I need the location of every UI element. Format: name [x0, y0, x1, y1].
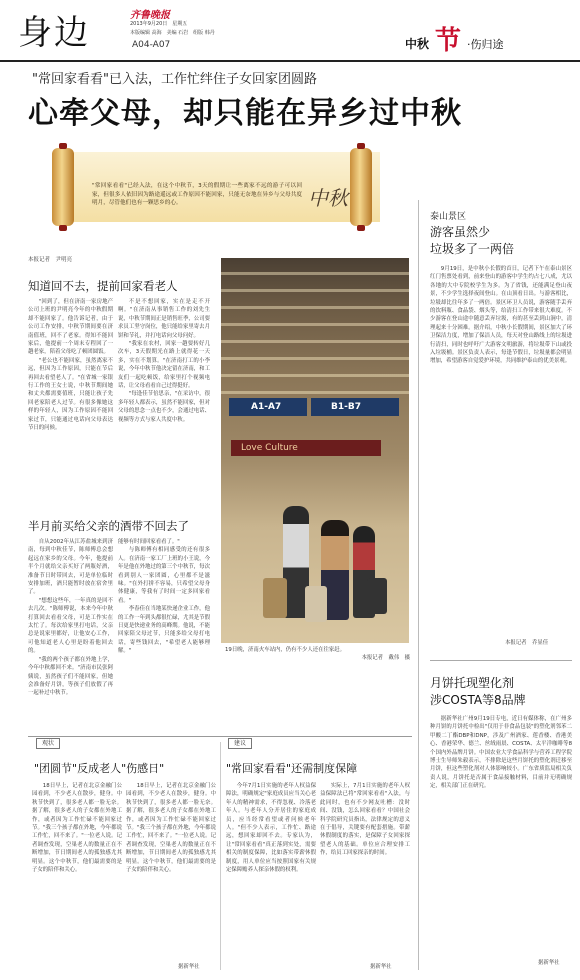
ceiling-lights: [221, 258, 409, 398]
col-left-body: 18日早上，记者在北京金融门公园看到，不少老人在散步，健身。中秋节快到了，很多老人都一脸无奈。据了解，很多老人的子女都在外地工作，或者因为工作忙碌不能回家过节。"我三个孩子都在外地，今年都说工作忙，回不来了。"一位老人说。记者调查发现，空巢老人的数量正在不断增加，节日期间老人的孤独感尤其明显。这个中秋节，他们最需要的是子女的陪伴和关心。: [32, 783, 122, 874]
main-col1: [28, 298, 113, 496]
col-mid-title: "常回家看看"还需制度保障: [226, 762, 358, 775]
col-left-source: 据新华社: [178, 964, 200, 970]
main-col-b1: [28, 538, 113, 753]
main-col2-p1: 不是不想回家，实在是走不开啊。"在济南从事销售工作的刘先生说，中秋节期间正是销售旺季，公司要求员工坚守岗位，他只能给家里寄去月饼和节礼，并打电话向父母问好。: [118, 299, 210, 339]
scroll-rod-right: [350, 148, 372, 226]
holiday-char: 节: [435, 26, 462, 56]
main-byline: 本报记者 尹明亮: [28, 257, 73, 263]
main-subhead-2: 半月前买给父亲的酒带不回去了: [28, 519, 189, 533]
main-col2: [118, 298, 210, 496]
holiday-prefix: 中秋: [405, 37, 430, 51]
sign-left: A1-A7: [229, 398, 307, 416]
columns-top-rule: [28, 736, 412, 737]
main-col-b2-p1: 能够有时间回家看看了。": [118, 539, 180, 545]
sidebar-top-title: 游客虽然少 垃圾多了一两倍: [430, 225, 515, 256]
lead-headline: 心牵父母，却只能在异乡过中秋: [28, 96, 462, 131]
col-left-title: "团圆节"反成老人"伤感日": [34, 762, 165, 775]
lead-kicker: "常回家看看"已入法，工作忙绊住子女回家团圆路: [32, 72, 317, 87]
col-left-body-2: 18日早上，记者在北京金融门公园看到，不少老人在散步，健身。中秋节快到了，很多老人都一脸无奈。据了解，很多老人的子女都在外地工作，或者因为工作忙碌不能回家过节。"我三个孩子都在外地，今年都说工作忙，回不来了。"一位老人说。记者调查发现，空巢老人的数量正在不断增加，节日期间老人的孤独感尤其明显。这个中秋节，他们最需要的是子女的陪伴和关心。: [126, 783, 216, 874]
section-title: 身边: [18, 13, 90, 53]
sidebar-divider: [430, 660, 572, 661]
photo-caption: [225, 646, 410, 662]
header-rule: [0, 60, 580, 62]
main-subhead-1: 知道回不去，提前回家看老人: [28, 279, 178, 293]
main-col-b1-p2: "想想这些年，一年真的是回不去几次。"陈师傅说，本来今年中秋打算回去看看父母，可是工作实在太忙了。每次给家里打电话，父亲总是说家里都好，让他安心工作，可他知道老人心里是盼着他回去的。: [28, 597, 113, 655]
vertical-rule-1: [418, 200, 419, 970]
col-right-body: 实际上，7月1日实施的老年人权益保障法已将"常回家看看"入法，与此同时，也有不少网友吐槽：没时间、没钱，怎么回家看看？中国社会科学院研究员指出，法律规定的意义在于倡导，关键要有配套措施。带薪休假制度的落实，是保障子女回家探望老人的基础。单位应合理安排工作，给员工回家探亲的时间。: [320, 783, 410, 857]
photo-caption-text: 19日晚，济南火车站内，仍有不少人还在往家赶。: [225, 647, 346, 653]
sign-right: B1-B7: [311, 398, 399, 416]
scroll-banner: [60, 152, 380, 222]
luggage-2: [305, 586, 327, 622]
main-col-b2-p3: 李春佳在当地某快递企业工作，他的工作一年到头都很忙碌，尤其是节假日更是快递业务的高峰期。他说，不能回家陪父母过节，只能多给父母打电话，寄些钱回去，"希望老人能够理解。": [118, 606, 210, 655]
editor-line: 本版编辑 高海 美编 石岩 组版 韩丹: [130, 30, 215, 36]
main-col-b1-p1: 自从2002年从江苏盐城来到济南，每到中秋佳节，陈师傅总会想起远在家乡的父母。今年，他提前半个月就给父亲买好了两瓶好酒，准备节日时带回去，可是单位临时安排加班，酒只能暂时放在宿舍里了。: [28, 539, 113, 596]
vertical-rule-2: [220, 742, 221, 970]
holiday-suffix: ·伤归途: [467, 38, 504, 51]
col-mid-body: 今年7月1日实施的老年人权益保障法，明确规定"家庭成员应当关心老年人的精神需求，不得忽视、冷落老年人。与老年人分开居住的家庭成员，应当经常看望或者问候老年人。"但不少人表示，工作忙、路途远，想回家却回不去。专家认为，让"常回家看看"真正落到实处，需要相关的制度保障，比如落实带薪休假制度，用人单位应当按照国家有关规定保障赡养人探亲休假的权利。: [226, 783, 316, 874]
sidebar-bottom-source: 据新华社: [538, 960, 560, 966]
holiday-badge: [405, 18, 575, 58]
col-mid-label: 建议: [228, 738, 252, 749]
date-line: 2013年9月20日 星期五: [130, 21, 188, 27]
main-col-b1-p3: "我的两个孩子都在外地上学，今年中秋都回不来。"济南市民张阿姨说，虽然孩子们不能回家，但她会准备好月饼，等孩子们放假了再一起补过中秋节。: [28, 656, 113, 697]
main-col2-p3: "每逢佳节倍思亲，"在采访中，很多年轻人都表示，虽然不能回家，但对父母的思念一点也不少，会通过电话、视频等方式与家人共度中秋。: [118, 391, 210, 423]
main-col2-p2: "我家在农村，回家一趟要转好几次车，3天假期光在路上就得花一天多，实在不划算。"在济南打工的小李说，今年中秋节他决定留在济南，和工友们一起吃顿饭，给家里打个视频电话，让父母看看自己过得挺好。: [118, 341, 210, 390]
scroll-text: "常回家看看"已经入法，在这个中秋节，3天的假期让一些离家不远的游子可以回家，但很多人依旧因为路途遥远或工作原因不能回家，只能无奈地在异乡与父母共度明月，尽管他们也有一颗思乡的心。: [92, 183, 302, 207]
sidebar-bottom-body: 据新华社广州9月19日专电，近日有媒体称，在广州多种月饼的月饼托中检出"仅用于非食品包装"的塑化剂邻苯二甲酸二丁酯DBP和DNP，涉及广州酒家、莲香楼、香港美心、香港荣华、德兰、丝绒雨晨、COSTA、太平洋咖啡等8个国内外品牌月饼。中国农业大学食品科学与营养工程学院博士生导师朱毅表示，不排除是这些月饼托的塑化剂迁移至月饼，但这些塑化剂对人体影响较小。广东省质监局相关负责人说，月饼托是否属于食品接触材料，目前并无明确规定，相关部门正在研究。: [430, 716, 572, 790]
station-photo: [221, 258, 409, 643]
main-col1-p1: "回到了，但在济南一家房地产公司上班的尹明亮今年的中秋假期却不能回家了。他告诉记者，由于公司工作安排，中秋节期间要在济南值班，回不了老家。得知不能回家后，他提前一个周末专程回了一趟老家，陪着父母吃了顿团圆饭。: [28, 299, 113, 356]
page-range: A04-A07: [132, 40, 171, 50]
paper-name-logo: 齐鲁晚报: [130, 10, 170, 21]
col-left-label: 观状: [36, 738, 60, 749]
scroll-rod-left: [52, 148, 74, 226]
sign-red: Love Culture: [231, 440, 381, 456]
main-col-b2-p2: 与陈师傅有相同感受的还有很多人。在济南一家工厂上班的小王说，今年是他在外地过的第三个中秋节，每次看到别人一家团圆，心里都不是滋味。"在外打拼不容易，只希望父母身体健康，等我有了时间一定多回家看看。": [118, 547, 210, 604]
sidebar-bottom-title: 月饼托现塑化剂 涉COSTA等8品牌: [430, 676, 526, 707]
col-mid-source: 据新华社: [370, 964, 392, 970]
sidebar-top-kicker: 泰山景区: [430, 212, 467, 222]
luggage-3: [367, 578, 387, 614]
main-col-b2: [118, 538, 210, 753]
photo-credit: 本报记者 戴伟 摄: [361, 655, 410, 661]
calligraphy-mark: 中秋: [308, 186, 348, 210]
luggage-1: [263, 578, 287, 618]
sidebar-top-byline: 本报记者 乔显佳: [505, 640, 549, 646]
main-col1-p2: "老公也不能回家，虽然离家不远，但因为工作原因，只能在节后再回去看望老人了。"在省城一家银行工作的王女士说，中秋节期间她和丈夫都需要值班，只能让孩子先回老家陪老人过节。有很多像她这样的年轻人，因为工作原因不能回家过节，只能通过电话向父母表达节日的问候。: [28, 357, 113, 432]
sidebar-top-body: 9月19日，是中秋小长假的首日，记者下午在泰山景区红门售票处看到，前来登山的游客中学生约占七八成，尤以各地的大中专院校学生为多。为了省钱，还能满足登山夜景，不少学生选择夜间登山。在山顶看日出。与游客相比，垃圾却比往年多了一两倍。景区环卫人员说，游客随手丢弃的饮料瓶、食品袋、烟头等，给清扫工作带来很大难度。不少游客在登山途中随意丢弃垃圾，有的甚至丢到山涧中，清理起来十分困难。据介绍，中秋小长假期间，景区加大了环卫保洁力度，增加了保洁人员，每天对登山路线上的垃圾进行清扫，同时也呼吁广大游客文明旅游，将垃圾带下山或投入垃圾桶。景区负责人表示，每逢节假日，垃圾量都会明显增加，希望游客自觉爱护环境，共同维护泰山的优美景观。: [430, 266, 572, 365]
